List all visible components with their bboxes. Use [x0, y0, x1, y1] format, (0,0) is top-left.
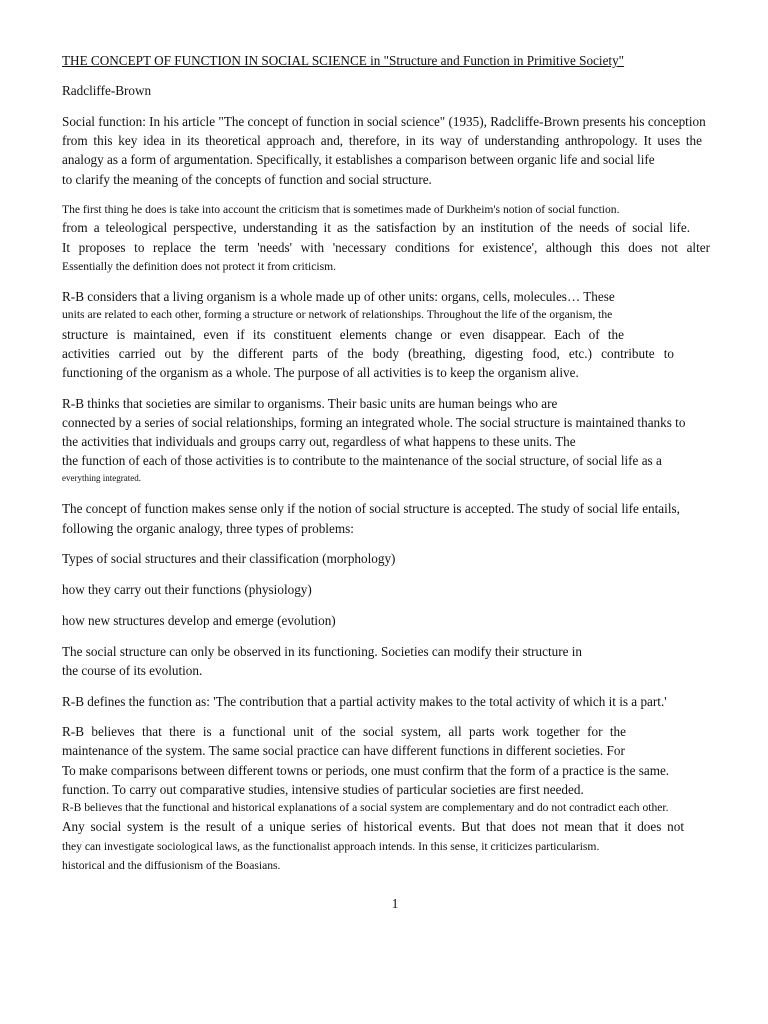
paragraph-line: activities carried out by the different parts of the body (breathing, digesting food, etc.) contribute to [62, 346, 674, 361]
paragraph-line: units are related to each other, forming a structure or network of relationships. Throughout the life of the organism, the [62, 308, 613, 321]
paragraph-line: The first thing he does is take into account the criticism that is sometimes made of Durkheim's notion of social function. [62, 203, 620, 216]
paragraph-line: Social function: In his article "The concept of function in social science" (1935), Radcliffe-Brown presents his conception [62, 114, 706, 129]
paragraph-line: historical and the diffusionism of the Boasians. [62, 859, 281, 872]
problem-item-morphology: Types of social structures and their classification (morphology) [62, 551, 396, 566]
paragraph-line: Essentially the definition does not protect it from criticism. [62, 260, 337, 273]
paragraph-line: R-B considers that a living organism is a whole made up of other units: organs, cells, molecules… These [62, 289, 615, 304]
paragraph-line: To make comparisons between different towns or periods, one must confirm that the form of a practice is the same. [62, 763, 670, 778]
paragraph-function-definition: R-B defines the function as: 'The contribution that a partial activity makes to the total activity of which it is a part.' [62, 694, 667, 709]
paragraph-line: they can investigate sociological laws, as the functionalist approach intends. In this sense, it criticizes particularism. [62, 840, 600, 853]
paragraph-line: connected by a series of social relationships, forming an integrated whole. The social structure is maintained thanks to [62, 415, 686, 430]
paragraph-line: The concept of function makes sense only if the notion of social structure is accepted. The study of social life entails, [62, 501, 680, 516]
paragraph-line: R-B thinks that societies are similar to organisms. Their basic units are human beings who are [62, 396, 558, 411]
problem-item-evolution: how new structures develop and emerge (evolution) [62, 613, 336, 628]
paragraph-line: following the organic analogy, three types of problems: [62, 521, 354, 536]
paragraph-line: It proposes to replace the term 'needs' with 'necessary conditions for existence', although this does not alter [62, 240, 710, 255]
paragraph-line: everything integrated. [62, 473, 141, 483]
paragraph-line: the function of each of those activities is to contribute to the maintenance of the social structure, of social life as a [62, 453, 662, 468]
paragraph-line: The social structure can only be observed in its functioning. Societies can modify their structure in [62, 644, 583, 659]
document-title: THE CONCEPT OF FUNCTION IN SOCIAL SCIENCE in "Structure and Function in Primitive Society" [62, 53, 625, 68]
paragraph-line: from this key idea in its theoretical approach and, therefore, in its way of understanding anthropology. It uses the [62, 133, 702, 148]
paragraph-line: structure is maintained, even if its constituent elements change or even disappear. Each of the [62, 327, 624, 342]
page-number: 1 [391, 896, 399, 911]
paragraph-line: maintenance of the system. The same social practice can have different functions in different societies. For [62, 743, 625, 758]
paragraph-line: function. To carry out comparative studies, intensive studies of particular societies are first needed. [62, 782, 584, 797]
paragraph-line: the course of its evolution. [62, 663, 203, 678]
paragraph-line: analogy as a form of argumentation. Specifically, it establishes a comparison between organic life and social life [62, 152, 655, 167]
paragraph-line: from a teleological perspective, understanding it as the satisfaction by an institution of the needs of social life. [62, 220, 690, 235]
paragraph-line: R-B believes that the functional and historical explanations of a social system are complementary and do not contradict each other. [62, 801, 669, 814]
paragraph-line: R-B believes that there is a functional unit of the social system, all parts work together for the [62, 724, 626, 739]
problem-item-physiology: how they carry out their functions (physiology) [62, 582, 312, 597]
paragraph-line: to clarify the meaning of the concepts of function and social structure. [62, 172, 432, 187]
author-name: Radcliffe-Brown [62, 83, 152, 98]
paragraph-line: functioning of the organism as a whole. The purpose of all activities is to keep the organism alive. [62, 365, 579, 380]
paragraph-line: Any social system is the result of a unique series of historical events. But that does not mean that it does not [62, 819, 684, 834]
paragraph-line: the activities that individuals and groups carry out, regardless of what happens to these units. The [62, 434, 576, 449]
